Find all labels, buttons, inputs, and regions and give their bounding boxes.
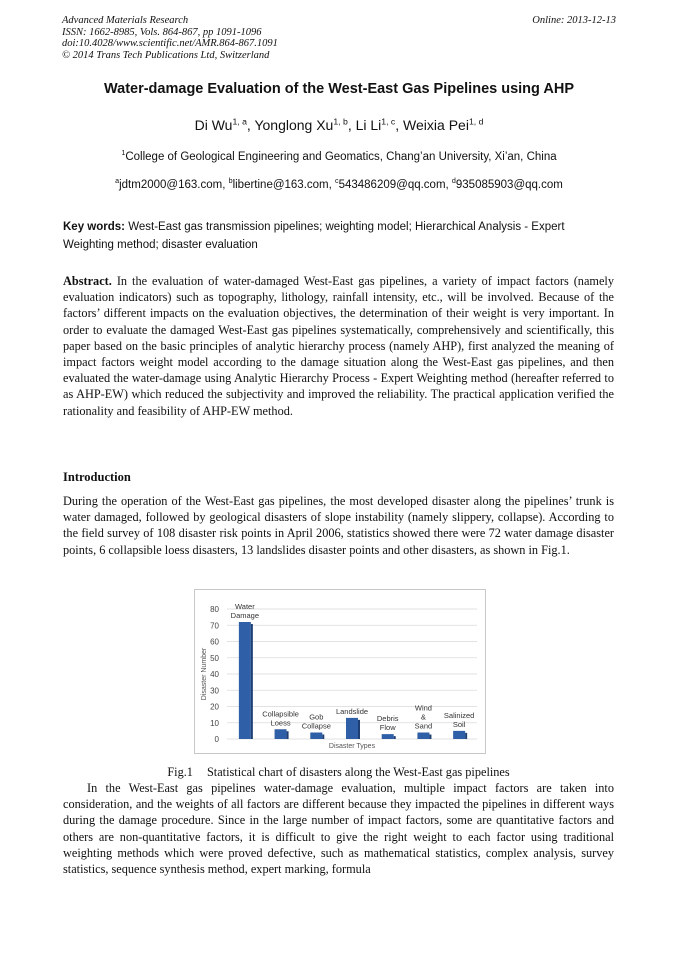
y-tick-label: 60 bbox=[210, 637, 219, 647]
category-label: Wind bbox=[414, 703, 432, 713]
journal-metadata bbox=[62, 15, 278, 61]
y-tick-label: 50 bbox=[210, 653, 219, 663]
email-link[interactable]: libertine@163.com bbox=[232, 179, 329, 191]
data-bar bbox=[346, 718, 358, 739]
data-bar-shade bbox=[251, 624, 253, 739]
data-bar-shade bbox=[465, 733, 467, 739]
category-label: Sand bbox=[414, 721, 433, 731]
category-label: Loess bbox=[270, 718, 291, 728]
author-name: Li Li bbox=[355, 117, 382, 133]
author-name: Yonglong Xu bbox=[254, 117, 334, 133]
email-list: $^a$jdtm2000@163.com, $^b$libertine@163.com, $^c$543486209@qq.com, $^d$935085903@qq.com bbox=[115, 177, 563, 191]
category-label: Collapsible bbox=[262, 709, 299, 719]
email-link[interactable]: 543486209@qq.com bbox=[338, 179, 446, 191]
category-label: Water bbox=[234, 602, 255, 611]
chart-canvas bbox=[195, 590, 485, 753]
category-label: Damage bbox=[230, 611, 260, 620]
data-bar bbox=[417, 733, 429, 740]
email-superscript: a bbox=[115, 177, 120, 186]
journal-name: Advanced Materials Research bbox=[62, 15, 189, 26]
author-superscript: 1, b bbox=[333, 116, 348, 127]
author-name: Di Wu bbox=[194, 117, 233, 133]
y-tick-label: 0 bbox=[214, 735, 219, 744]
abstract bbox=[63, 273, 614, 419]
y-tick-label: 70 bbox=[210, 621, 219, 631]
category-label: Gob bbox=[309, 712, 324, 722]
keywords-label: Key words: bbox=[63, 221, 125, 233]
doi-line: doi:10.4028/www.scientific.net/AMR.864-867.1091 bbox=[62, 38, 278, 49]
data-bar-shade bbox=[358, 720, 360, 739]
category-label: Collapse bbox=[301, 721, 331, 731]
email-link[interactable]: jdtm2000@163.com bbox=[119, 179, 223, 191]
data-bar-shade bbox=[429, 735, 431, 740]
y-tick-label: 80 bbox=[210, 605, 219, 614]
body-paragraph: In the West-East gas pipelines water-damage evaluation, multiple impact factors are taken into consideration, and the weights of all factors are different because they impacted the pipelines in different ways during the damage procedure. Since in the large number of impact factors, some are quantitative factors and others are non-quantitative factors, it is difficult to give the right weight to each factor using traditional weighting methods which were proved defective, such as mathematical statistics, complex analysis, survey statistics, sequence synthesis method, expert marking, formula bbox=[63, 781, 614, 877]
abstract-label: Abstract. bbox=[63, 274, 112, 288]
x-axis-label: Disaster Types bbox=[328, 743, 376, 750]
author-superscript: 1, a bbox=[232, 116, 247, 127]
figure-caption bbox=[63, 765, 614, 780]
author-name: Weixia Pei bbox=[403, 117, 469, 133]
disaster-bar-chart bbox=[194, 589, 486, 754]
data-bar-shade bbox=[287, 731, 289, 739]
category-label: Landslide bbox=[335, 706, 369, 716]
author-superscript: 1, d bbox=[468, 116, 484, 127]
author-superscript: 1, c bbox=[381, 116, 396, 127]
abstract-text: In the evaluation of water-damaged West-East gas pipelines, a variety of impact factors (namely evaluation indicators) such as topography, lithology, rainfall intensity, etc., will be involved. Because of the factors’ different impacts on the evaluation objectives, the determination of their weight is very important. In order to evaluate the damaged West-East gas pipelines systematically, comprehensively and scientifically, this paper based on the basic principles of analytic hierarchy process (namely AHP), first analyzed the meaning of impact factors weight model according to the damage situation along the West-East gas pipelines, and then evaluated the water-damage using Analytic Hierarchy Process - Expert Weighting method (hereafter referred to as AHP-EW) which reduced the subjectivity and improved the reliability. The practical application verified the rationality and feasibility of AHP-EW method. bbox=[63, 274, 614, 418]
figure-caption-text: Statistical chart of disasters along the West-East gas pipelines bbox=[206, 765, 510, 779]
author-list: Di Wu$^{1, a}$, Yonglong Xu$^{1, b}$, Li Li$^{1, c}$, Weixia Pei$^{1, d}$ bbox=[194, 116, 484, 133]
email-superscript: b bbox=[228, 177, 233, 186]
copyright-line: © 2014 Trans Tech Publications Ltd, Switzerland bbox=[62, 49, 270, 61]
affiliation-superscript: 1 bbox=[121, 149, 126, 158]
category-label: Salinized bbox=[443, 710, 475, 720]
introduction-paragraph: During the operation of the West-East gas pipelines, the most developed disaster along the pipelines’ trunk is water damaged, followed by geological disasters of slope instability (namely slippery, collapse). According to the field survey of 108 disaster risk points in April 2006, statistics showed there were 72 water damage disaster points, 6 collapsible loess disasters, 13 landslides disaster points and other disasters, as shown in Fig.1. bbox=[63, 494, 614, 557]
keywords-text: West-East gas transmission pipelines; weighting model; Hierarchical Analysis - Expert Weighting method; disaster evaluation bbox=[63, 221, 565, 251]
data-bar-shade bbox=[322, 735, 324, 740]
affiliation-text: College of Geological Engineering and Geomatics, Chang’an University, Xi’an, China bbox=[125, 151, 557, 163]
category-label: Soil bbox=[452, 719, 466, 729]
data-bar bbox=[239, 622, 251, 739]
introduction-heading: Introduction bbox=[63, 470, 131, 484]
y-tick-label: 30 bbox=[210, 686, 219, 696]
email-superscript: c bbox=[335, 177, 339, 186]
category-label: & bbox=[420, 712, 426, 722]
y-tick-label: 10 bbox=[210, 718, 219, 728]
category-label: Debris bbox=[376, 714, 399, 724]
y-tick-label: 20 bbox=[210, 702, 219, 712]
y-axis-label: Disaster Number bbox=[201, 647, 208, 701]
email-link[interactable]: 935085903@qq.com bbox=[455, 179, 563, 191]
category-label: Flow bbox=[379, 723, 396, 733]
email-superscript: d bbox=[451, 177, 456, 186]
issn-line: ISSN: 1662-8985, Vols. 864-867, pp 1091-1096 bbox=[62, 26, 262, 38]
keywords bbox=[63, 218, 614, 254]
data-bar-shade bbox=[394, 736, 396, 739]
data-bar bbox=[453, 731, 465, 739]
affiliation bbox=[40, 151, 638, 163]
data-bar bbox=[275, 729, 287, 739]
y-tick-label: 40 bbox=[210, 670, 219, 679]
figure-label: Fig.1 bbox=[167, 765, 193, 779]
data-bar bbox=[382, 734, 394, 739]
paper-title: Water-damage Evaluation of the West-East Gas Pipelines using AHP bbox=[103, 81, 574, 97]
online-date: Online: 2013-12-13 bbox=[532, 15, 616, 26]
data-bar bbox=[310, 733, 322, 740]
